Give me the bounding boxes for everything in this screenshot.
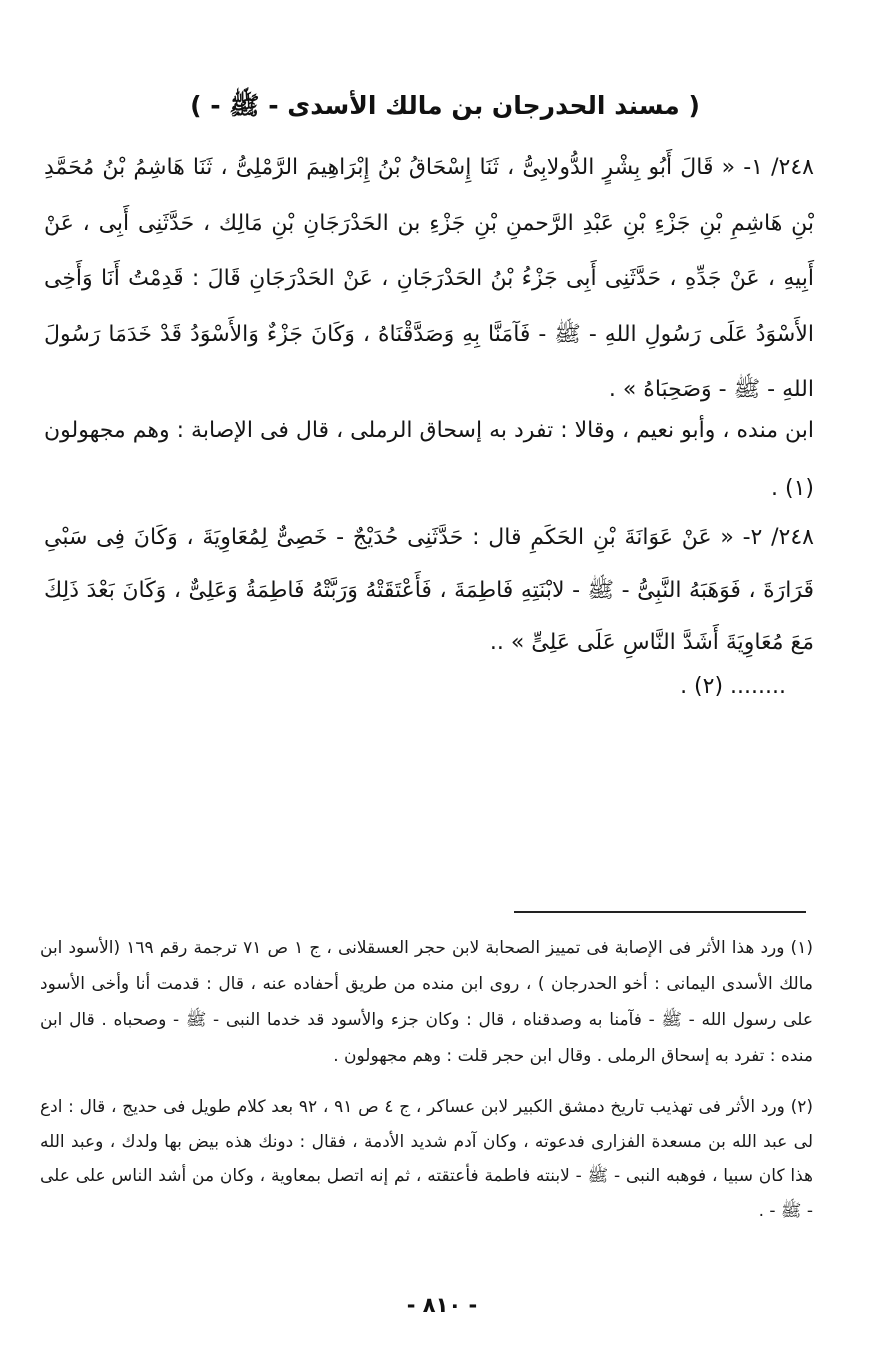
footnote-1: (١) ورد هذا الأثر فى الإصابة فى تمييز الصحابة لابن حجر العسقلانى ، ج ١ ص ٧١ ترجمة رقم ١٦٩ (الأسود ابن مالك الأسدى اليمانى : أخو الحدرجان ) ، روى ابن منده من طريق أحفاده عنه ، قال : قدمت أنا وأخى الأسود على رسول الله - ﷺ - فآمنا به وصدقناه ، قال : وكان جزء والأسود قد خدما النبى - ﷺ - وصحباه . قال ابن منده : تفرد به إسحاق الرملى . وقال ابن حجر قلت : وهم مجهولون . [40, 938, 813, 1066]
hadith-2: ٢٤٨/ ٢- « عَنْ عَوَانَةَ بْنِ الحَكَمِ قال : حَدَّثَنِى حُدَيْجٌ - خَصِىٌّ لِمُعَاوِيَةَ ، وَكَانَ فِى سَبْىِ قَرَارَةَ ، فَوَهَبَهُ النَّبِىُّ - ﷺ - لابْنَتِهِ فَاطِمَةَ ، فَأَعْتَقَتْهُ وَرَبَّتْهُ فَاطِمَةُ وَعَلِىٌّ ، وَكَانَ بَعْدَ ذَلِكَ مَعَ مُعَاوِيَةَ أَشَدَّ النَّاسِ عَلَى عَلِىٍّ » .. [44, 525, 814, 655]
hadith-1: ٢٤٨/ ١- « قَالَ أَبُو بِشْرٍ الدُّولابِىُّ ، ثَنَا إِسْحَاقُ بْنُ إِبْرَاهِيمَ الرَّمْلِىُّ ، ثَنَا هَاشِمُ بْنُ مُحَمَّدِ بْنِ هَاشِمِ بْنِ جَزْءِ بْنِ عَبْدِ الرَّحمنِ بْنِ جَزْءِ بن الحَدْرَجَانِ بْنِ مَالِك ، حَدَّثَنِى أَبِى ، عَنْ أَبِيهِ ، عَنْ جَدِّهِ ، حَدَّثَنِى أَبِى جَزْءُ بْنُ الحَدْرَجَانِ ، عَنْ الحَدْرَجَانِ قَالَ : قَدِمْتُ أَنَا وَأَخِى الأَسْوَدُ عَلَى رَسُولِ اللهِ - ﷺ - فَآمَنَّا بِهِ وَصَدَّقْنَاهُ ، وَكَانَ جَزْءٌ وَالأَسْوَدُ قَدْ خَدَمَا رَسُولَ اللهِ - ﷺ - وَصَحِبَاهُ » . [44, 155, 814, 402]
hadith-1-commentary: ابن منده ، وأبو نعيم ، وقالا : تفرد به إسحاق الرملى ، قال فى الإصابة : وهم مجهولون (١) . [44, 418, 814, 501]
section-heading: ( مسند الحدرجان بن مالك الأسدى - ﷺ - ) [190, 91, 700, 120]
page-number: - ٨١٠ - [406, 1293, 478, 1317]
omission-marker: ........ (٢) . [680, 674, 786, 699]
footnote-separator [514, 911, 806, 913]
footnote-2: (٢) ورد الأثر فى تهذيب تاريخ دمشق الكبير لابن عساكر ، ج ٤ ص ٩١ ، ٩٢ بعد كلام طويل فى حديج ، قال : ادع لى عبد الله بن مسعدة الفزارى فدعوته ، وكان آدم شديد الأدمة ، فقال : دونك هذه بيض بها ولدك ، وعبد الله هذا كان سبيا ، فوهبه النبى - ﷺ - لابنته فاطمة فأعتقته ، ثم إنه اتصل بمعاوية ، وكان من أشد الناس على على - ﷺ - . [40, 1097, 813, 1221]
